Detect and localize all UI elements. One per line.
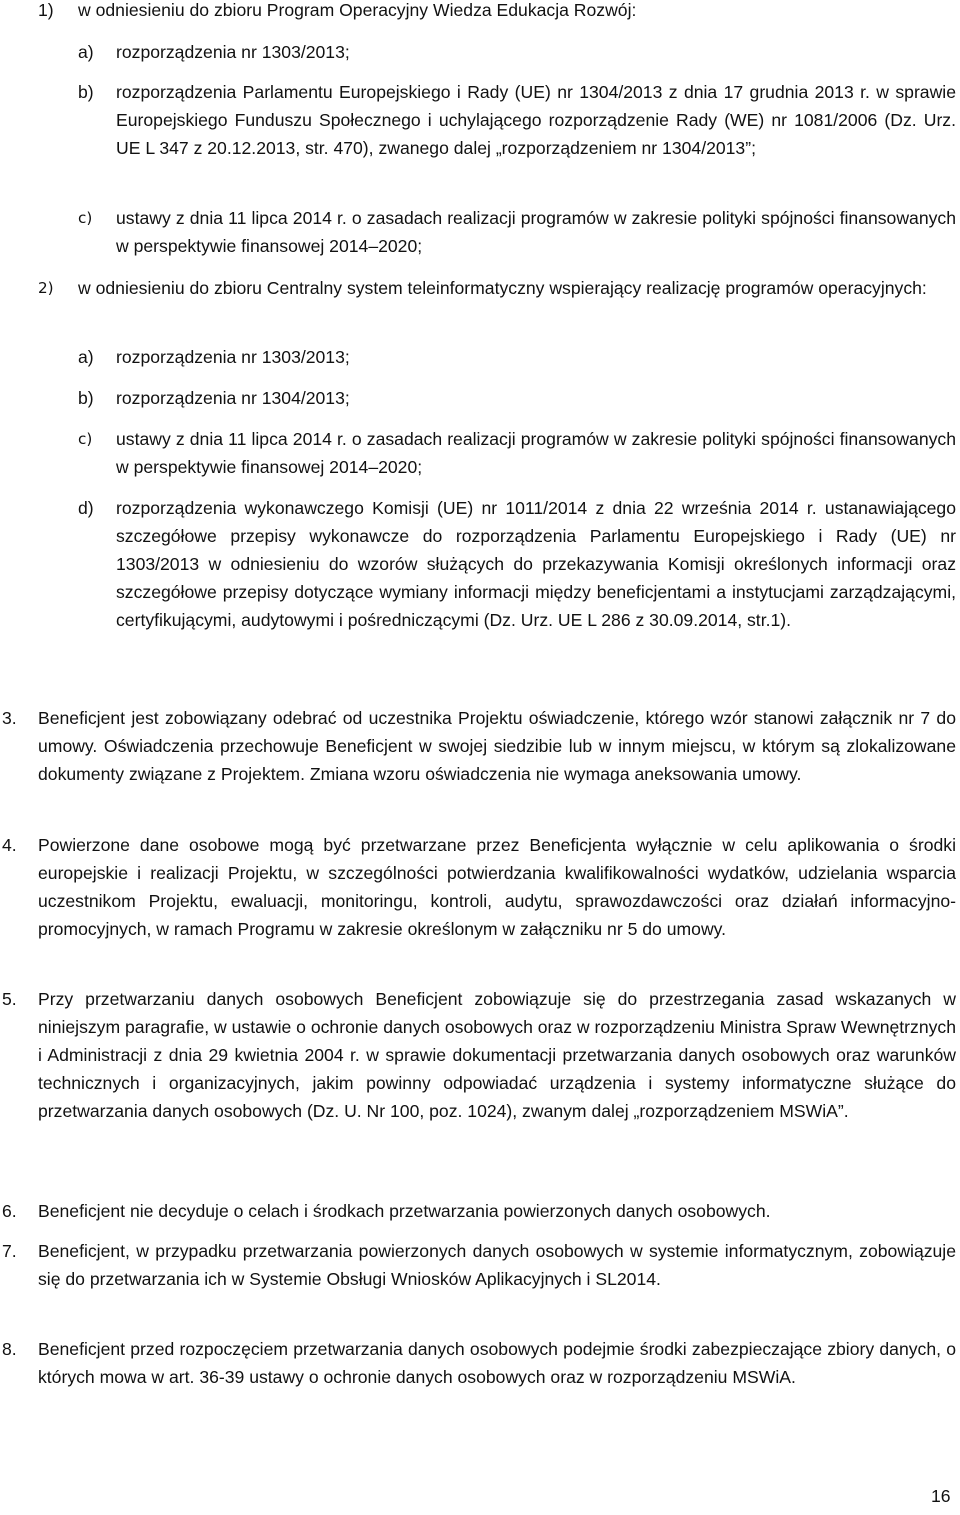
item-1-label: 1) [38,0,54,20]
paragraph-5-text: Przy przetwarzaniu danych osobowych Beneficjent zobowiązuje się do przestrzegania zasad wskazanych w niniejszym paragrafie, w ustawie o ochronie danych osobowych oraz w rozporządzeniu Ministra Spraw Wewnętrznych i Administracji z dnia 29 kwietnia 2004 r. w sprawie dokumentacji przetwarzania danych osobowych oraz warunków technicznych i organizacyjnych, jakim powinny odpowiadać urządzenia i systemy informatyczne służące do przetwarzania danych osobowych (Dz. U. Nr 100, poz. 1024), zwanym dalej „rozporządzeniem MSWiA”. [38,989,956,1121]
paragraph-5-label: 5. [2,989,17,1009]
item-2a-text: rozporządzenia nr 1303/2013; [116,347,350,367]
item-1-text: w odniesieniu do zbioru Program Operacyjny Wiedza Edukacja Rozwój: [78,0,637,20]
item-2a-label: a) [78,347,94,367]
item-2-label: 2) [38,279,54,297]
paragraph-8-label: 8. [2,1339,17,1359]
paragraph-6-label: 6. [2,1201,17,1221]
item-2c-label: c) [78,430,93,448]
paragraph-3-label: 3. [2,708,17,728]
paragraph-7-text: Beneficjent, w przypadku przetwarzania powierzonych danych osobowych w systemie informatycznym, zobowiązuje się do przetwarzania ich w Systemie Obsługi Wniosków Aplikacyjnych i SL2014. [38,1241,956,1289]
paragraph-7-label: 7. [2,1241,17,1261]
item-2b-text: rozporządzenia nr 1304/2013; [116,388,350,408]
item-1a-label: a) [78,42,94,62]
item-1a-text: rozporządzenia nr 1303/2013; [116,42,350,62]
page-number: 16 [931,1486,951,1506]
item-2c-text: ustawy z dnia 11 lipca 2014 r. o zasadach realizacji programów w zakresie polityki spójności finansowanych w perspektywie finansowej 2014–2020; [116,429,956,477]
item-1c-label: c) [78,209,93,227]
item-1b-label: b) [78,82,94,102]
item-1c-text: ustawy z dnia 11 lipca 2014 r. o zasadach realizacji programów w zakresie polityki spójności finansowanych w perspektywie finansowej 2014–2020; [116,208,956,256]
item-2d-label: d) [78,498,94,518]
paragraph-6-text: Beneficjent nie decyduje o celach i środkach przetwarzania powierzonych danych osobowych. [38,1201,771,1221]
item-2-text: w odniesieniu do zbioru Centralny system teleinformatyczny wspierający realizację programów operacyjnych: [78,278,927,298]
item-2d-text: rozporządzenia wykonawczego Komisji (UE) nr 1011/2014 z dnia 22 września 2014 r. ustanawiającego szczegółowe przepisy wykonawcze do rozporządzenia Parlamentu Europejskiego i Rady (UE) nr 1303/2013 w odniesieniu do wzorów służących do przekazywania Komisji określonych informacji oraz szczegółowe przepisy dotyczące wymiany informacji między beneficjentami a instytucjami zarządzającymi, certyfikującymi, audytowymi i pośredniczącymi (Dz. Urz. UE L 286 z 30.09.2014, str.1). [116,498,956,630]
paragraph-8-text: Beneficjent przed rozpoczęciem przetwarzania danych osobowych podejmie środki zabezpieczające zbiory danych, o których mowa w art. 36-39 ustawy o ochronie danych osobowych oraz w rozporządzeniu MSWiA. [38,1339,956,1387]
paragraph-3-text: Beneficjent jest zobowiązany odebrać od uczestnika Projektu oświadczenie, którego wzór stanowi załącznik nr 7 do umowy. Oświadczenia przechowuje Beneficjent w swojej siedzibie lub w innym miejscu, w którym są zlokalizowane dokumenty związane z Projektem. Zmiana wzoru oświadczenia nie wymaga aneksowania umowy. [38,708,956,784]
paragraph-4-label: 4. [2,835,17,855]
item-2b-label: b) [78,388,94,408]
item-1b-text: rozporządzenia Parlamentu Europejskiego i Rady (UE) nr 1304/2013 z dnia 17 grudnia 2013 r. w sprawie Europejskiego Funduszu Społecznego i uchylającego rozporządzenie Rady (WE) nr 1081/2006 (Dz. Urz. UE L 347 z 20.12.2013, str. 470), zwanego dalej „rozporządzeniem nr 1304/2013”; [116,82,956,158]
paragraph-4-text: Powierzone dane osobowe mogą być przetwarzane przez Beneficjenta wyłącznie w celu aplikowania o środki europejskie i realizacji Projektu, w szczególności potwierdzania kwalifikowalności wydatków, udzielania wsparcia uczestnikom Projektu, ewaluacji, monitoringu, kontroli, audytu, sprawozdawczości oraz działań informacyjno-promocyjnych, w ramach Programu w zakresie określonym w załączniku nr 5 do umowy. [38,835,956,939]
